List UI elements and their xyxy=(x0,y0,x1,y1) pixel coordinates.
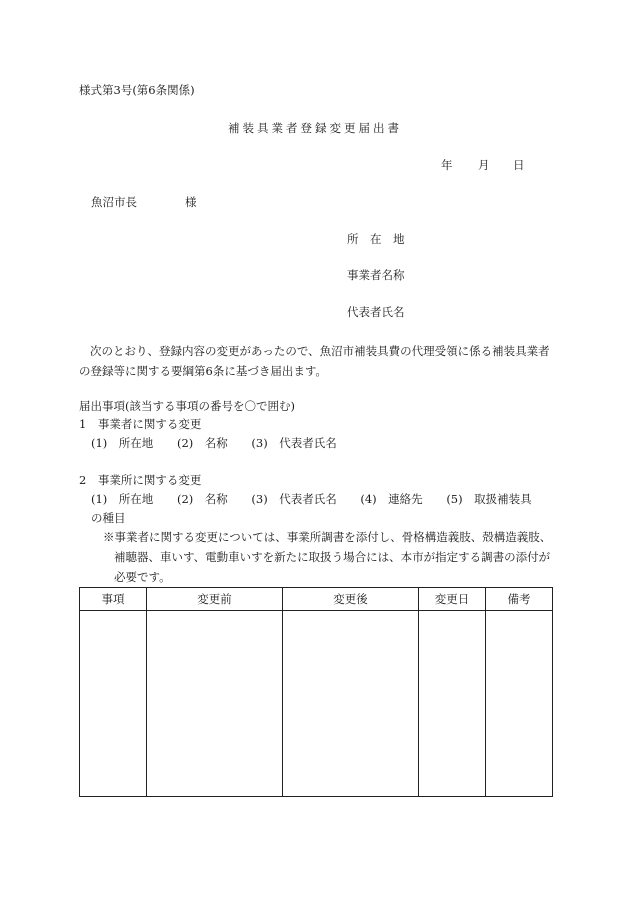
section1-heading: 1 事業者に関する変更 xyxy=(79,417,202,431)
section2-option: (2) 名称 xyxy=(176,492,228,506)
table-header-remarks: 備考 xyxy=(486,588,553,611)
section2-option: (1) 所在地 xyxy=(91,492,154,506)
attachment-note: ※事業者に関する変更については、事業所調書を添付し、骨格構造義肢、殻構造義肢、補聴器、車いす、電動車いすを新たに取扱う場合には、本市が指定する調書の添付が必要です。 xyxy=(103,530,552,584)
section1-option: (1) 所在地 xyxy=(91,436,154,450)
items-heading: 届出事項(該当する事項の番号を〇で囲む) xyxy=(79,399,295,413)
form-number: 様式第3号(第6条関係) xyxy=(79,83,195,97)
table-cell-after[interactable] xyxy=(283,611,419,797)
company-name-label: 事業者名称 xyxy=(347,268,405,282)
addressee-honorific: 様 xyxy=(185,195,197,209)
addressee-name: 魚沼市長 xyxy=(91,195,137,209)
table-header-row xyxy=(80,588,553,611)
section1-option: (3) 代表者氏名 xyxy=(251,436,337,450)
document-title: 補装具業者登録変更届出書 xyxy=(228,121,402,135)
section2-option: (4) 連絡先 xyxy=(360,492,423,506)
section2-options-continued: の種目 xyxy=(91,511,126,525)
table-header-date: 変更日 xyxy=(419,588,486,611)
table-cell-item[interactable] xyxy=(80,611,147,797)
address-label: 所 在 地 xyxy=(347,232,405,246)
table-header-after: 変更後 xyxy=(283,588,419,611)
section1-options xyxy=(91,435,357,451)
section2-option: (5) 取扱補装具 xyxy=(446,492,532,506)
table-cell-remarks[interactable] xyxy=(486,611,553,797)
change-table xyxy=(79,587,553,797)
table-header-item: 事項 xyxy=(80,588,147,611)
section2-options xyxy=(91,491,532,507)
date-year: 年 xyxy=(441,158,453,172)
section2-option: (3) 代表者氏名 xyxy=(251,492,337,506)
section1-option: (2) 名称 xyxy=(176,436,228,450)
date-month: 月 xyxy=(478,158,490,172)
section2-heading: 2 事業所に関する変更 xyxy=(79,473,202,487)
date-day: 日 xyxy=(513,158,525,172)
body-text: 次のとおり、登録内容の変更があったので、魚沼市補装具費の代理受領に係る補装具業者の登録等に関する要綱第6条に基づき届出ます。 xyxy=(79,344,550,378)
table-row xyxy=(80,611,553,797)
representative-label: 代表者氏名 xyxy=(347,305,405,319)
table-cell-before[interactable] xyxy=(147,611,283,797)
table-header-before: 変更前 xyxy=(147,588,283,611)
table-cell-date[interactable] xyxy=(419,611,486,797)
